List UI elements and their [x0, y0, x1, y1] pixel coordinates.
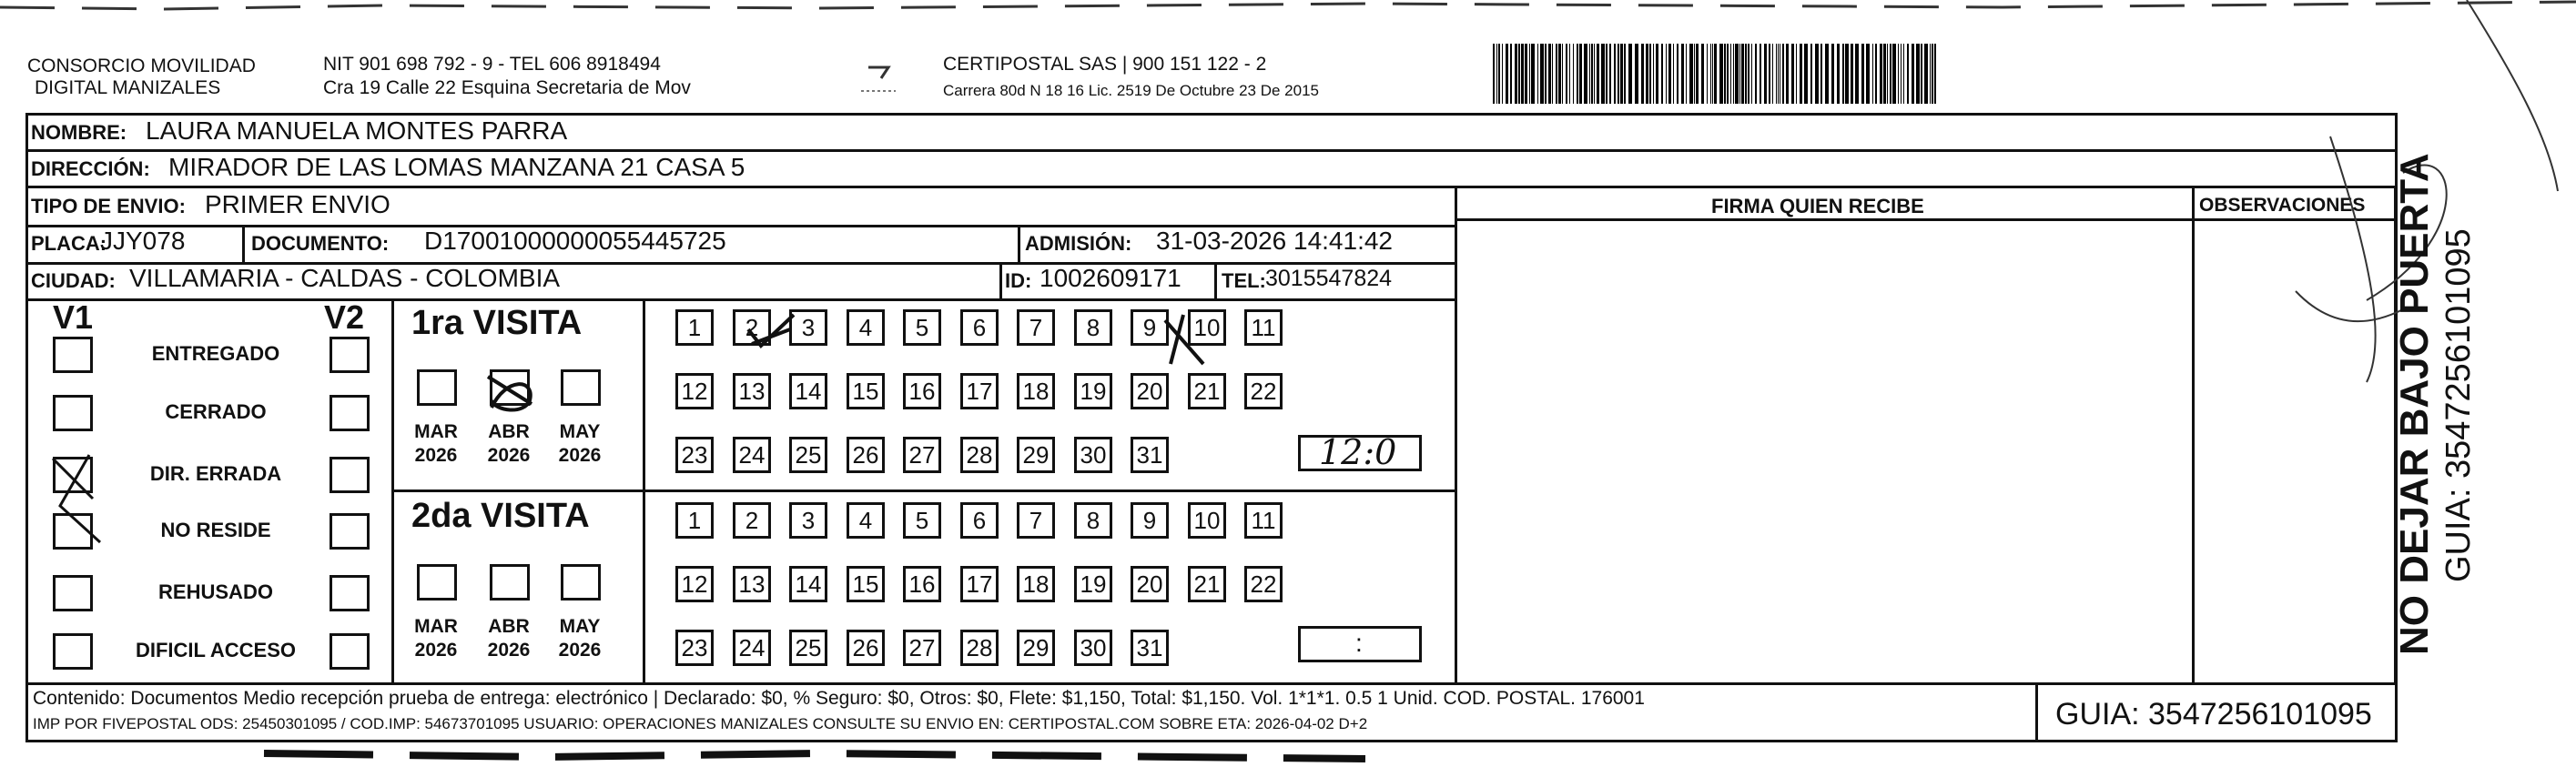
barcode-bar [1531, 44, 1535, 104]
barcode-bar [1921, 44, 1922, 104]
company-address-line: Cra 19 Calle 22 Esquina Secretaria de Mov [323, 77, 691, 98]
observaciones-label: OBSERVACIONES [2199, 195, 2366, 216]
barcode-bar [1791, 44, 1794, 104]
barcode-bar [1552, 44, 1553, 104]
barcode-bar [1741, 44, 1744, 104]
second-visit-year-label: 2026 [558, 640, 602, 661]
second-visit-day-box[interactable]: 23 [675, 630, 714, 666]
first-visit-day-box[interactable]: 24 [733, 437, 771, 473]
barcode-bar [1855, 44, 1859, 104]
barcode-bar [1624, 44, 1626, 104]
nombre-value: LAURA MANUELA MONTES PARRA [146, 116, 568, 145]
barcode-bar [1815, 44, 1819, 104]
company-name-line2: DIGITAL MANIZALES [35, 77, 221, 98]
v1-checkbox[interactable] [53, 575, 93, 611]
no-dejar-bajo-puerta: NO DEJAR BAJO PUERTA [2392, 153, 2437, 655]
barcode-bar [1772, 44, 1773, 104]
firma-column-divider [1455, 186, 1457, 682]
barcode-bar [1883, 44, 1886, 104]
barcode-bar [1907, 44, 1909, 104]
barcode-bar [1903, 44, 1904, 104]
first-visit-year-label: 2026 [487, 445, 531, 466]
second-visit-day-box[interactable]: 30 [1074, 630, 1112, 666]
second-visit-day-box[interactable]: 6 [960, 502, 999, 539]
tel-label: TEL: [1222, 269, 1266, 292]
barcode-bar [1548, 44, 1551, 104]
barcode-bar [1898, 44, 1899, 104]
barcode-bar [1810, 44, 1812, 104]
nombre-label: NOMBRE: [31, 121, 127, 144]
first-visit-day-box[interactable]: 2 [733, 309, 771, 346]
barcode-bar [1606, 44, 1607, 104]
status-label: CERRADO [165, 400, 267, 423]
first-visit-day-box[interactable]: 7 [1017, 309, 1055, 346]
side-guia: GUIA: 3547256101095 [2439, 228, 2478, 582]
barcode-bar [1924, 44, 1928, 104]
first-visit-time-box[interactable] [1298, 432, 1422, 472]
barcode-bar [1506, 44, 1508, 104]
row-divider [25, 186, 2398, 188]
barcode-bar [1875, 44, 1877, 104]
admision-value: 31-03-2026 14:41:42 [1156, 227, 1393, 255]
cell-divider [999, 262, 1002, 298]
second-visit-day-box[interactable]: 16 [903, 566, 941, 602]
barcode-bar [1594, 44, 1595, 104]
second-visit-day-box[interactable]: 21 [1188, 566, 1226, 602]
barcode-bar [1851, 44, 1853, 104]
company-nit-line: NIT 901 698 792 - 9 - TEL 606 8918494 [323, 54, 661, 75]
barcode-bar [1545, 44, 1547, 104]
second-visit-day-box[interactable]: 3 [789, 502, 827, 539]
barcode-bar [1751, 44, 1752, 104]
barcode-bar [1493, 44, 1495, 104]
v2-heading: V2 [324, 298, 365, 336]
carrier-license-line: Carrera 80d N 18 16 Lic. 2519 De Octubre 23 De 2015 [943, 82, 1319, 99]
barcode-bar [1733, 44, 1734, 104]
barcode-bar [1661, 44, 1663, 104]
barcode-bar [1710, 44, 1711, 104]
first-visit-day-box[interactable]: 9 [1131, 309, 1169, 346]
first-visit-day-box[interactable]: 26 [847, 437, 885, 473]
second-visit-day-box[interactable]: 28 [960, 630, 999, 666]
v2-checkbox[interactable] [330, 395, 370, 431]
tipo-envio-label: TIPO DE ENVIO: [31, 195, 186, 217]
v2-checkbox[interactable] [330, 457, 370, 493]
first-visit-day-box[interactable]: 14 [789, 373, 827, 409]
barcode-bar [1515, 44, 1517, 104]
barcode-bar [1872, 44, 1873, 104]
second-visit-day-box[interactable]: 24 [733, 630, 771, 666]
barcode-bar [1694, 44, 1695, 104]
v1-checkbox[interactable] [53, 337, 93, 373]
barcode-bar [1748, 44, 1749, 104]
v2-checkbox[interactable] [330, 633, 370, 670]
second-visit-day-box[interactable]: 1 [675, 502, 714, 539]
footer-guia: GUIA: 3547256101095 [2055, 697, 2372, 732]
first-visit-day-box[interactable]: 18 [1017, 373, 1055, 409]
barcode-bar [1719, 44, 1723, 104]
barcode-bar [1525, 44, 1527, 104]
barcode-bar [1618, 44, 1619, 104]
first-visit-day-box[interactable]: 23 [675, 437, 714, 473]
barcode-bar [1776, 44, 1777, 104]
first-visit-day-box[interactable]: 1 [675, 309, 714, 346]
second-visit-day-box[interactable]: 15 [847, 566, 885, 602]
barcode-bar [1589, 44, 1590, 104]
barcode-bar [1707, 44, 1708, 104]
admision-label: ADMISIÓN: [1025, 232, 1132, 255]
first-visit-month-label: MAY [559, 421, 601, 442]
second-visit-day-box[interactable]: 20 [1131, 566, 1169, 602]
cell-divider [1018, 225, 1020, 262]
barcode-bar [1577, 44, 1578, 104]
second-visit-month-label: ABR [488, 616, 530, 637]
second-visit-day-box[interactable]: 17 [960, 566, 999, 602]
barcode-bar [1668, 44, 1671, 104]
first-visit-day-box[interactable]: 25 [789, 437, 827, 473]
barcode-bar [1518, 44, 1520, 104]
barcode-bar [1934, 44, 1936, 104]
second-visit-day-box[interactable]: 8 [1074, 502, 1112, 539]
second-visit-month-label: MAR [414, 616, 458, 637]
second-visit-month-checkbox[interactable] [490, 564, 530, 600]
barcode-bar [1837, 44, 1840, 104]
first-visit-day-box[interactable]: 11 [1244, 309, 1283, 346]
id-label: ID: [1005, 269, 1032, 292]
barcode-bar [1724, 44, 1726, 104]
first-visit-day-box[interactable]: 10 [1188, 309, 1226, 346]
barcode-bar [1764, 44, 1767, 104]
barcode [1493, 44, 1939, 104]
footer-guia-divider [2035, 682, 2038, 742]
tipo-envio-value: PRIMER ENVIO [205, 190, 390, 218]
first-visit-month-checkbox[interactable] [490, 369, 530, 406]
barcode-bar [1786, 44, 1789, 104]
first-visit-day-box[interactable]: 3 [789, 309, 827, 346]
first-visit-day-box[interactable]: 5 [903, 309, 941, 346]
row-divider [25, 149, 2398, 152]
scan-edge-top [0, 0, 2576, 15]
status-label: ENTREGADO [151, 342, 280, 365]
direccion-label: DIRECCIÓN: [31, 157, 150, 180]
second-visit-month-checkbox[interactable] [561, 564, 601, 600]
barcode-bar [1609, 44, 1611, 104]
first-visit-day-box[interactable]: 21 [1188, 373, 1226, 409]
barcode-bar [1866, 44, 1870, 104]
first-visit-day-box[interactable]: 30 [1074, 437, 1112, 473]
barcode-bar [1782, 44, 1784, 104]
row-divider [25, 298, 1455, 301]
barcode-bar [1796, 44, 1797, 104]
barcode-bar [1510, 44, 1512, 104]
barcode-bar [1562, 44, 1563, 104]
barcode-bar [1820, 44, 1822, 104]
barcode-bar [1696, 44, 1699, 104]
cell-divider [1214, 262, 1217, 298]
second-visit-day-box[interactable]: 9 [1131, 502, 1169, 539]
second-visit-day-box[interactable]: 29 [1017, 630, 1055, 666]
first-visit-time-handwritten: 12:0 [1319, 432, 1397, 472]
firma-label: FIRMA QUIEN RECIBE [1711, 195, 1924, 217]
ciudad-value: VILLAMARIA - CALDAS - COLOMBIA [129, 264, 561, 292]
barcode-bar [1912, 44, 1914, 104]
barcode-bar [1601, 44, 1605, 104]
barcode-bar [1584, 44, 1587, 104]
v2-checkbox[interactable] [330, 575, 370, 611]
documento-label: DOCUMENTO: [251, 232, 390, 255]
second-visit-heading: 2da VISITA [411, 497, 590, 535]
barcode-bar [1861, 44, 1864, 104]
first-visit-heading: 1ra VISITA [411, 304, 583, 342]
barcode-bar [1712, 44, 1713, 104]
second-visit-day-box[interactable]: 19 [1074, 566, 1112, 602]
barcode-bar [1735, 44, 1739, 104]
first-visit-day-box[interactable]: 27 [903, 437, 941, 473]
second-visit-year-label: 2026 [414, 640, 458, 661]
barcode-bar [1597, 44, 1599, 104]
first-visit-day-box[interactable]: 4 [847, 309, 885, 346]
second-visit-day-box[interactable]: 25 [789, 630, 827, 666]
barcode-bar [1635, 44, 1638, 104]
barcode-bar [1689, 44, 1693, 104]
first-visit-year-label: 2026 [414, 445, 458, 466]
direccion-value: MIRADOR DE LAS LOMAS MANZANA 21 CASA 5 [168, 153, 745, 181]
first-visit-month-checkbox[interactable] [417, 369, 457, 406]
first-visit-day-box[interactable]: 17 [960, 373, 999, 409]
v1-checkbox[interactable] [53, 633, 93, 670]
second-visit-year-label: 2026 [487, 640, 531, 661]
second-visit-day-box[interactable]: 13 [733, 566, 771, 602]
carrier-name-line: CERTIPOSTAL SAS | 900 151 122 - 2 [943, 54, 1267, 75]
status-label: NO RESIDE [160, 519, 271, 541]
barcode-bar [1730, 44, 1731, 104]
first-visit-day-box[interactable]: 19 [1074, 373, 1112, 409]
status-label: REHUSADO [158, 580, 273, 603]
first-visit-day-box[interactable]: 29 [1017, 437, 1055, 473]
status-label: DIR. ERRADA [149, 462, 282, 485]
barcode-bar [1887, 44, 1888, 104]
second-visit-day-box[interactable]: 18 [1017, 566, 1055, 602]
first-visit-day-box[interactable]: 16 [903, 373, 941, 409]
barcode-bar [1778, 44, 1779, 104]
barcode-bar [1930, 44, 1931, 104]
barcode-bar [1677, 44, 1678, 104]
barcode-bar [1842, 44, 1844, 104]
barcode-bar [1755, 44, 1757, 104]
barcode-bar [1804, 44, 1808, 104]
barcode-bar [1916, 44, 1920, 104]
barcode-bar [1739, 44, 1740, 104]
observaciones-column-divider [2192, 186, 2195, 682]
barcode-bar [1760, 44, 1761, 104]
second-visit-day-box[interactable]: 2 [733, 502, 771, 539]
documento-value: D17001000000055445725 [424, 227, 726, 255]
tel-value: 3015547824 [1265, 266, 1393, 291]
first-visit-day-box[interactable]: 20 [1131, 373, 1169, 409]
second-visit-day-box[interactable]: 27 [903, 630, 941, 666]
placa-value: JJY078 [100, 227, 186, 255]
barcode-bar [1569, 44, 1570, 104]
second-visit-time-box[interactable] [1298, 626, 1422, 662]
barcode-bar [1800, 44, 1802, 104]
first-visit-day-box[interactable]: 6 [960, 309, 999, 346]
barcode-bar [1521, 44, 1524, 104]
barcode-bar [1666, 44, 1667, 104]
barcode-bar [1727, 44, 1729, 104]
first-visit-day-box[interactable]: 12 [675, 373, 714, 409]
barcode-bar [1566, 44, 1567, 104]
barcode-bar [1540, 44, 1544, 104]
second-visit-time: : [1355, 629, 1363, 657]
first-visit-day-box[interactable]: 15 [847, 373, 885, 409]
placa-label: PLACA: [31, 232, 107, 255]
second-visit-day-box[interactable]: 10 [1188, 502, 1226, 539]
barcode-bar [1681, 44, 1684, 104]
status-label: DIFICIL ACCESO [135, 639, 296, 661]
barcode-bar [1932, 44, 1933, 104]
v2-checkbox[interactable] [330, 337, 370, 373]
barcode-bar [1845, 44, 1849, 104]
first-visit-year-label: 2026 [558, 445, 602, 466]
barcode-bar [1673, 44, 1674, 104]
cell-divider [242, 225, 245, 262]
barcode-bar [1496, 44, 1497, 104]
second-visit-day-box[interactable]: 26 [847, 630, 885, 666]
barcode-bar [1502, 44, 1503, 104]
barcode-bar [1646, 44, 1648, 104]
barcode-bar [1641, 44, 1644, 104]
v2-checkbox[interactable] [330, 513, 370, 550]
first-visit-day-box[interactable]: 28 [960, 437, 999, 473]
second-visit-month-label: MAY [559, 616, 601, 637]
v1-heading: V1 [53, 298, 94, 336]
second-visit-day-box[interactable]: 4 [847, 502, 885, 539]
v1-checkbox[interactable] [53, 457, 93, 493]
barcode-bar [1892, 44, 1896, 104]
first-visit-month-label: ABR [488, 421, 530, 442]
barcode-bar [1556, 44, 1557, 104]
barcode-bar [1614, 44, 1616, 104]
barcode-bar [1591, 44, 1593, 104]
first-visit-day-box[interactable]: 22 [1244, 373, 1283, 409]
company-name-line1: CONSORCIO MOVILIDAD [27, 56, 256, 76]
visit-divider [391, 489, 1455, 492]
barcode-bar [1686, 44, 1687, 104]
second-visit-day-box[interactable]: 12 [675, 566, 714, 602]
barcode-bar [1620, 44, 1623, 104]
row-divider [1455, 218, 2398, 221]
barcode-bar [1745, 44, 1747, 104]
barcode-bar [1653, 44, 1654, 104]
second-visit-month-checkbox[interactable] [417, 564, 457, 600]
first-visit-day-box[interactable]: 8 [1074, 309, 1112, 346]
ciudad-label: CIUDAD: [31, 269, 116, 292]
barcode-bar [1558, 44, 1561, 104]
footer-content-line: Contenido: Documentos Medio recepción prueba de entrega: electrónico | Declarado: $0, % Seguro: $0, Otros: $0, Flete: $1,150, Total: $1,150. Vol. 1*1*1. 0.5 1 Unid. COD. POSTAL. 176001 [33, 688, 1645, 709]
barcode-bar [1880, 44, 1882, 104]
barcode-bar [1579, 44, 1582, 104]
barcode-bar [1701, 44, 1704, 104]
barcode-bar [1649, 44, 1651, 104]
barcode-bar [1573, 44, 1574, 104]
barcode-bar [1890, 44, 1891, 104]
carrier-logo [856, 58, 901, 98]
barcode-bar [1714, 44, 1717, 104]
first-visit-month-checkbox[interactable] [561, 369, 601, 406]
second-visit-day-box[interactable]: 22 [1244, 566, 1283, 602]
barcode-bar [1901, 44, 1902, 104]
second-visit-day-box[interactable]: 5 [903, 502, 941, 539]
footer-divider [25, 682, 2398, 685]
second-visit-day-box[interactable]: 14 [789, 566, 827, 602]
footer-imp-line: IMP POR FIVEPOSTAL ODS: 25450301095 / COD.IMP: 54673701095 USUARIO: OPERACIONES MANIZALES CONSULTE SU ENVIO EN: CERTIPOSTAL.COM SOBRE ETA: 2026-04-02 D+2 [33, 715, 1368, 732]
second-visit-day-box[interactable]: 11 [1244, 502, 1283, 539]
first-visit-day-box[interactable]: 31 [1131, 437, 1169, 473]
barcode-bar [1769, 44, 1770, 104]
first-visit-day-box[interactable]: 13 [733, 373, 771, 409]
barcode-bar [1537, 44, 1538, 104]
second-visit-day-box[interactable]: 7 [1017, 502, 1055, 539]
id-value: 1002609171 [1040, 264, 1182, 292]
barcode-bar [1498, 44, 1500, 104]
barcode-bar [1825, 44, 1829, 104]
barcode-bar [1656, 44, 1658, 104]
v1-checkbox[interactable] [53, 395, 93, 431]
second-visit-day-box[interactable]: 31 [1131, 630, 1169, 666]
barcode-bar [1628, 44, 1632, 104]
v1-checkbox[interactable] [53, 513, 93, 550]
barcode-bar [1831, 44, 1834, 104]
barcode-bar [1529, 44, 1530, 104]
first-visit-month-label: MAR [414, 421, 458, 442]
